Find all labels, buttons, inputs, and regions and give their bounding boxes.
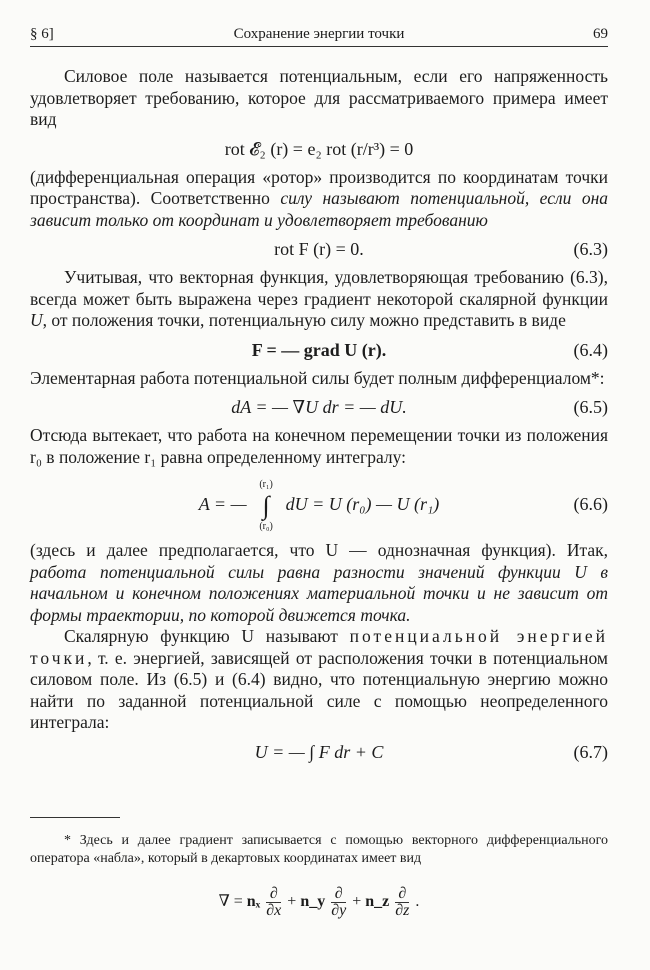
partial-denominator: ∂z	[395, 902, 410, 919]
running-header	[30, 26, 608, 47]
partial-x	[266, 886, 281, 919]
nabla-lhs: ∇ =	[218, 893, 247, 911]
period: .	[415, 893, 420, 911]
equation-6-6	[30, 474, 608, 534]
partial-z	[395, 886, 409, 919]
section-number: § 6]	[30, 26, 54, 42]
text-run: (дифференциальная операция «ротор» производится по координатам точки пространства). Соответственно	[30, 166, 608, 208]
equation-number: (6.6)	[573, 494, 608, 514]
text-run: (здесь и далее предполагается, что U — однозначная функция). Итак,	[30, 540, 608, 560]
page-number: 69	[593, 26, 608, 42]
paragraph-rotor	[30, 167, 608, 232]
footnote-text: * Здесь и далее градиент записывается с помощью векторного дифференциального оператора «набла», который в декартовых координатах имеет вид	[30, 833, 608, 866]
nabla-definition	[30, 886, 608, 919]
definition-potential-force: силу называют потенциальной, если она зависит только от координат и удовлетворяет требованию	[30, 188, 608, 230]
footnote	[30, 832, 608, 919]
equation-text: rot 𝓔₂ (r) = e₂ rot (r/r³) = 0	[224, 138, 414, 159]
paragraph-gradient	[30, 267, 608, 332]
partial-numerator: ∂	[395, 886, 409, 903]
equation-rhs: dU = U (r₀) — U (r₁)	[285, 494, 440, 514]
text-run: Учитывая, что векторная функция, удовлетворяющая требованию (6.3), всегда может быть выражена через градиент некоторой скалярной функции	[30, 267, 608, 309]
footnote-rule	[30, 817, 120, 818]
partial-numerator: ∂	[266, 886, 281, 903]
text-run: Скалярную функцию U называют	[64, 626, 350, 646]
partial-numerator: ∂	[331, 886, 346, 903]
lower-limit: (r₀)	[259, 520, 273, 532]
equation-text: F = — grad U (r).	[251, 339, 387, 360]
equation-6-5	[30, 395, 608, 419]
unit-vector-y: n_y	[300, 893, 326, 911]
equation-number: (6.5)	[573, 397, 608, 417]
equation-lhs: A = —	[198, 494, 247, 514]
plus-sign: +	[287, 893, 301, 911]
equation-text: U = — ∫ F dr + C	[254, 741, 384, 762]
running-title: Сохранение энергии точки	[233, 26, 405, 42]
equation-6-3	[30, 237, 608, 261]
integral-symbol: ∫	[262, 490, 270, 520]
equation-6-7	[30, 740, 608, 764]
equation-6-4	[30, 338, 608, 362]
partial-denominator: ∂y	[331, 902, 347, 919]
equation-text: dA = — ∇U dr = — dU.	[231, 397, 407, 417]
paragraph-conclusion	[30, 540, 608, 626]
equation-number: (6.3)	[573, 239, 608, 259]
plus-sign: +	[352, 893, 366, 911]
partial-denominator: ∂x	[266, 902, 282, 919]
text-run: , т. е. энергией, зависящей от расположения точки в потенциальном силовом поле. Из (6.5) и (6.4) видно, что потенциальную энергию можно найти по заданной потенциальной силе с помощью неопределенного интеграла:	[30, 647, 608, 732]
equation-rot-e2	[30, 137, 608, 161]
equation-number: (6.4)	[573, 339, 608, 360]
paragraph-elementary-work: Элементарная работа потенциальной силы будет полным дифференциалом*:	[30, 367, 605, 388]
paragraph-finite-work: Отсюда вытекает, что работа на конечном перемещении точки из положения r₀ в положение r₁ равна определенному интегралу:	[30, 425, 608, 467]
unit-vector-x: nₓ	[246, 893, 261, 911]
theorem-work-difference: работа потенциальной силы равна разности значений функции U в начальном и конечном положениях материальной точки и не зависит от формы траектории, по которой движется точка.	[30, 561, 608, 625]
unit-vector-z: n_z	[365, 893, 390, 911]
integral-sign	[251, 478, 281, 534]
upper-limit: (r₁)	[259, 478, 273, 490]
text-run: , от положения точки, потенциальную силу можно представить в виде	[42, 310, 566, 330]
term-potential-energy: потенциальной энергией точки	[30, 626, 608, 668]
paragraph-potential-energy	[30, 626, 608, 734]
equation-number: (6.7)	[573, 741, 608, 762]
paragraph-potential-field: Силовое поле называется потенциальным, если его напряженность удовлетворяет требованию, которое для рассматриваемого примера имеет вид	[30, 66, 608, 129]
equation-text: rot F (r) = 0.	[274, 239, 364, 259]
page-body	[30, 66, 608, 770]
symbol-u: U	[30, 310, 43, 330]
partial-y	[331, 886, 346, 919]
